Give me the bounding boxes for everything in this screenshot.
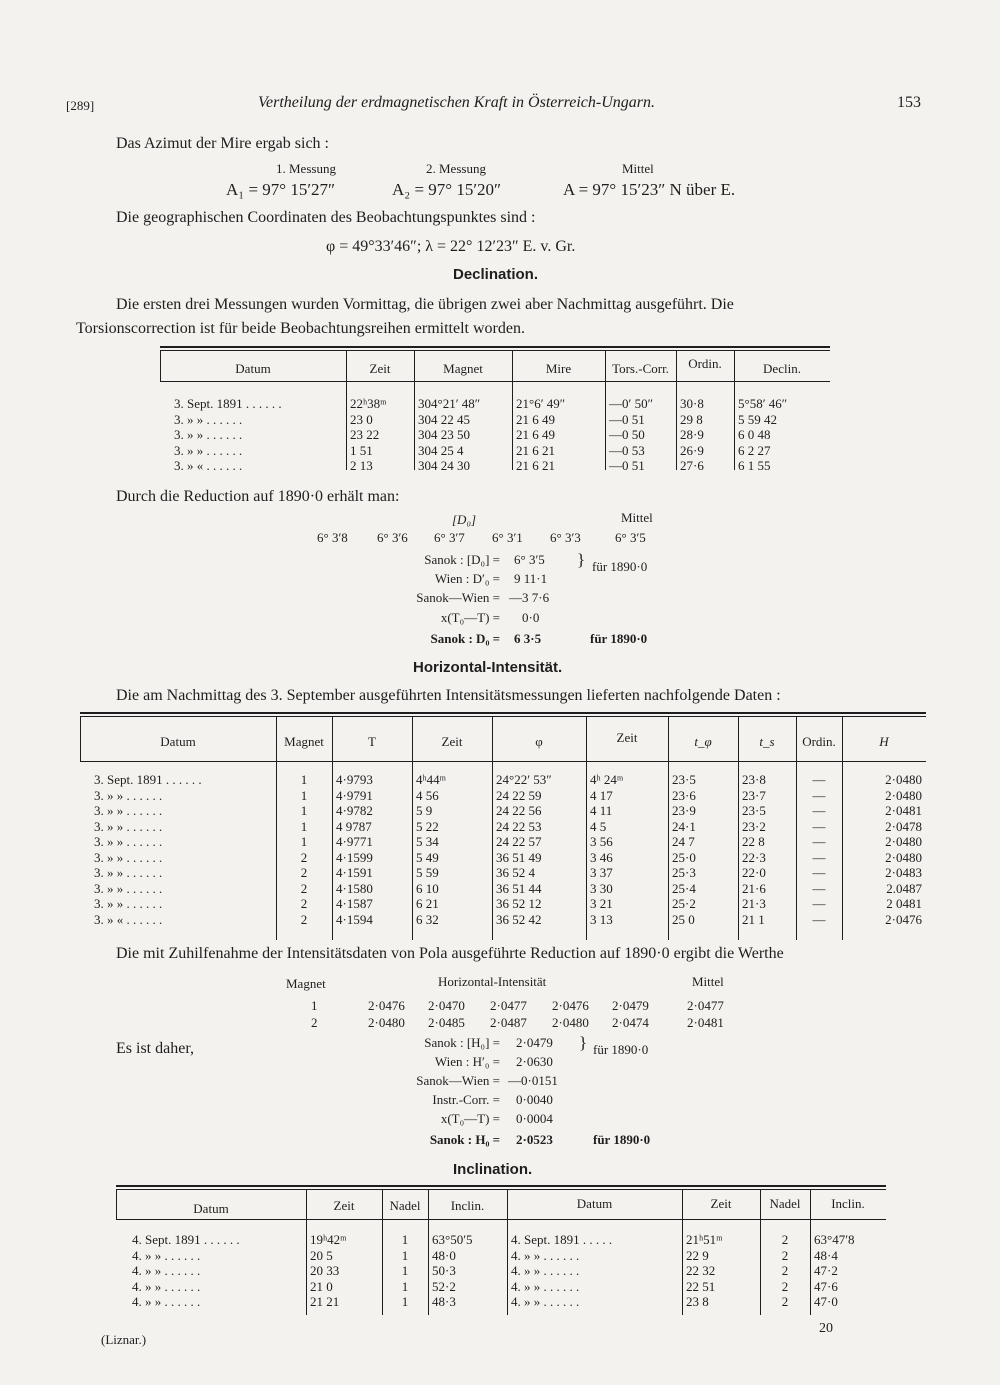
horizontal-row-cell: 4·1594: [336, 911, 373, 927]
declination-col-declin: Declin.: [763, 361, 801, 376]
calc-value: 2·0630: [516, 1054, 553, 1069]
horizontal-row-cell: 25·2: [672, 896, 696, 911]
horizontal-col-ordin: Ordin.: [802, 734, 836, 749]
declination-row-cell: 6 0 48: [738, 427, 771, 442]
horizontal-row-cell: 24 22 56: [496, 803, 542, 818]
declination-row-cell: 1 51: [350, 442, 373, 458]
epoch-note-result: für 1890·0: [593, 1132, 651, 1147]
inclination-row-cell: 2: [781, 1232, 789, 1247]
inclination-row: [128, 1279, 886, 1295]
calc-label: Instr.-Corr. =: [432, 1092, 500, 1107]
horizontal-row-cell: 3. Sept. 1891 . . . . . .: [94, 772, 202, 787]
horizontal-col-zeit: Zeit: [441, 734, 463, 749]
horizontal-row-cell: —: [812, 803, 826, 818]
declination-row-cell: 3. Sept. 1891 . . . . . .: [174, 396, 282, 411]
intensity-value: 2·0474: [612, 1015, 649, 1030]
declination-row-cell: 304 24 30: [418, 458, 470, 473]
inclination-row-cell: 21 0: [310, 1278, 333, 1294]
horizontal-row-cell: 3. » » . . . . . .: [94, 896, 163, 911]
horizontal-row: [90, 881, 926, 897]
horizontal-row-cell: 6 32: [416, 911, 439, 927]
declination-row-cell: 6 2 27: [738, 442, 771, 458]
d0-value-2: 6° 3′6: [377, 530, 408, 545]
inclination-row: [128, 1232, 886, 1248]
inclination-row-cell: 1: [401, 1247, 409, 1263]
declination-row-cell: 28·9: [680, 427, 704, 442]
inclination-row-cell: 4. » » . . . . . .: [511, 1247, 580, 1263]
horizontal-row-cell: 3. » » . . . . . .: [94, 849, 163, 865]
brace: }: [577, 550, 586, 569]
horizontal-col-t-s: t_s: [759, 734, 775, 749]
inclination-row-cell: 2: [781, 1263, 789, 1278]
horizontal-row: [90, 803, 926, 819]
inclination-row-cell: 4. Sept. 1891 . . . . .: [511, 1232, 613, 1247]
calc-label: Wien : D′₀ =: [434, 571, 500, 586]
horizontal-row-cell: 22·3: [742, 849, 766, 865]
inclination-col-datum: Datum: [193, 1201, 229, 1216]
horizontal-row-cell: 4·9782: [336, 803, 373, 818]
inclination-row-cell: 1: [401, 1278, 409, 1294]
horizontal-row-cell: 2·0481: [885, 803, 922, 818]
intensity-mittel: 2·0481: [687, 1015, 724, 1030]
horizontal-row-cell: 1: [300, 803, 308, 818]
declination-row-cell: —0 50: [609, 427, 645, 442]
calc-label: x(T₀—T) =: [440, 1111, 500, 1126]
declination-row-cell: 304 23 50: [418, 427, 470, 442]
inclination-row-cell: 20 33: [310, 1263, 340, 1278]
declination-row-cell: 5 59 42: [738, 411, 777, 427]
intensity-value: 2·0470: [428, 998, 465, 1013]
declination-reduction-intro: Durch die Reduction auf 1890·0 erhält man:: [116, 488, 400, 505]
inclination-col-inclin-2: Inclin.: [831, 1196, 865, 1211]
horizontal-row-cell: 1: [300, 772, 308, 787]
magnet-number: 2: [311, 1015, 318, 1030]
horizontal-row-cell: —: [812, 787, 826, 803]
horizontal-row-cell: 4 17: [590, 787, 613, 803]
horizontal-row-cell: 23·6: [672, 787, 696, 803]
inclination-row-cell: 22 32: [686, 1263, 716, 1278]
declination-row-cell: 6 1 55: [738, 458, 771, 473]
declination-row: [170, 427, 830, 443]
d0-mittel-value: 6° 3′5: [615, 530, 646, 545]
horizontal-row-cell: 4·1580: [336, 880, 373, 896]
inclination-row-cell: 22 9: [686, 1247, 709, 1263]
sub-label-magnet: Magnet: [286, 976, 326, 991]
horizontal-row-cell: 23·8: [742, 772, 766, 787]
inclination-row-cell: 47·6: [814, 1278, 838, 1294]
calc-value: 0·0040: [516, 1092, 553, 1107]
declination-row-cell: 30·8: [680, 396, 704, 411]
declination-row-cell: 29 8: [680, 411, 703, 427]
calc-value: 2·0479: [516, 1035, 553, 1050]
declination-row-cell: 22ʰ38ᵐ: [350, 396, 387, 411]
horizontal-row-cell: 36 51 49: [496, 849, 542, 865]
horizontal-row-cell: 23·7: [742, 787, 766, 803]
horizontal-row-cell: 25·0: [672, 849, 696, 865]
horizontal-row-cell: 1: [300, 818, 308, 834]
horizontal-row-cell: 1: [300, 787, 308, 803]
declination-row-cell: 304 22 45: [418, 411, 470, 427]
inclination-row-cell: 21 21: [310, 1294, 340, 1309]
horizontal-row-cell: 4·9771: [336, 834, 373, 849]
declination-row-cell: 21 6 21: [516, 442, 555, 458]
inclination-col-nadel: Nadel: [389, 1198, 421, 1213]
declination-row: [170, 412, 830, 428]
horizontal-col-zeit-2: Zeit: [616, 730, 638, 745]
d0-label: [D₀]: [452, 512, 477, 527]
intensity-value: 2·0480: [368, 1015, 405, 1030]
calc-value: 6° 3′5: [514, 552, 545, 567]
calc-value: 0·0: [522, 610, 540, 625]
horizontal-row-cell: 6 10: [416, 880, 439, 896]
inclination-row-cell: 48·3: [432, 1294, 456, 1309]
calc-label: Sanok : [D₀] =: [424, 552, 500, 567]
horizontal-row-cell: 24 22 53: [496, 818, 542, 834]
horizontal-row-cell: 23·5: [672, 772, 696, 787]
declination-heading: Declination.: [453, 266, 539, 283]
horizontal-row-cell: —: [812, 865, 826, 880]
intensity-value: 2·0485: [428, 1015, 465, 1030]
declination-row-cell: 21 6 21: [516, 458, 555, 473]
horizontal-row-cell: 24·1: [672, 818, 696, 834]
declination-row: [170, 458, 830, 474]
horizontal-heading: Horizontal-Intensität.: [413, 659, 563, 676]
inclination-row-cell: 4. » » . . . . . .: [132, 1247, 201, 1263]
azimut-value-mittel: A = 97° 15′23″ N über E.: [563, 180, 736, 199]
calc-value-result: 6 3·5: [514, 631, 542, 646]
horizontal-row-cell: 24°22′ 53″: [496, 772, 552, 787]
horizontal-row-cell: 3. » » . . . . . .: [94, 865, 163, 880]
declination-col-mire: Mire: [545, 361, 572, 376]
horizontal-row: [90, 819, 926, 835]
declination-row-cell: —0′ 50″: [609, 396, 654, 411]
inclination-row-cell: 2: [781, 1294, 789, 1309]
horizontal-col-datum: Datum: [160, 734, 196, 749]
inclination-col-inclin: Inclin.: [450, 1198, 485, 1213]
page-reference: [289]: [66, 98, 95, 113]
horizontal-row-cell: 4 11: [590, 803, 613, 818]
inclination-col-nadel-2: Nadel: [769, 1196, 801, 1211]
horizontal-row: [90, 865, 926, 881]
horizontal-row-cell: 2·0483: [885, 865, 922, 880]
declination-row-cell: —0 53: [609, 442, 645, 458]
horizontal-row-cell: 4 5: [590, 818, 607, 834]
horizontal-row-cell: —: [812, 849, 826, 865]
horizontal-row-cell: 2·0480: [885, 787, 922, 803]
epoch-note: für 1890·0: [592, 559, 648, 574]
page-number: 153: [897, 94, 921, 111]
brace: }: [579, 1033, 588, 1052]
inclination-row-cell: 48·4: [814, 1247, 838, 1263]
horizontal-row-cell: —: [812, 818, 826, 834]
horizontal-row-cell: 3. » » . . . . . .: [94, 803, 163, 818]
inclination-row-cell: 4. » » . . . . . .: [132, 1294, 201, 1309]
intensity-value: 2·0487: [490, 1015, 527, 1030]
inclination-row-cell: 50·3: [432, 1263, 456, 1278]
horizontal-row-cell: 5 34: [416, 834, 439, 849]
calc-value: 0·0004: [516, 1111, 553, 1126]
horizontal-row-cell: 2.0487: [886, 880, 922, 896]
inclination-row: [128, 1294, 886, 1310]
declination-row-cell: 23 22: [350, 427, 380, 442]
declination-row-cell: 3. » » . . . . . .: [174, 411, 243, 427]
horizontal-row-cell: 36 52 4: [496, 865, 535, 880]
declination-row-cell: 3. » » . . . . . .: [174, 442, 243, 458]
declination-row-cell: 3. » « . . . . . .: [174, 458, 243, 473]
running-title: Vertheilung der erdmagnetischen Kraft in Österreich-Ungarn.: [258, 94, 655, 111]
horizontal-row-cell: 5 49: [416, 849, 439, 865]
horizontal-col-magnet: Magnet: [284, 734, 324, 749]
sub-label-intensity: Horizontal-Intensität: [438, 974, 547, 989]
horizontal-row-cell: 3. » » . . . . . .: [94, 787, 163, 803]
inclination-row-cell: 20 5: [310, 1247, 333, 1263]
horizontal-row-cell: 23·5: [742, 803, 766, 818]
calc-label: Sanok—Wien =: [416, 590, 500, 605]
horizontal-row-cell: 22·0: [742, 865, 766, 880]
horizontal-row-cell: 22 8: [742, 834, 765, 849]
declination-row-cell: 23 0: [350, 411, 373, 427]
inclination-row-cell: 2: [781, 1278, 789, 1294]
horizontal-row-cell: —: [812, 880, 826, 896]
declination-row-cell: 3. » » . . . . . .: [174, 427, 243, 442]
horizontal-row-cell: 4·1591: [336, 865, 373, 880]
calc-label: Wien : H′₀ =: [434, 1054, 500, 1069]
horizontal-row: [90, 896, 926, 912]
declination-row-cell: 21 6 49: [516, 411, 555, 427]
calc-label-result: Sanok : H₀ =: [429, 1132, 500, 1147]
declination-row-cell: —0 51: [609, 458, 645, 473]
horizontal-row-cell: 36 51 44: [496, 880, 542, 896]
declination-row-cell: 26·9: [680, 442, 704, 458]
declination-row-cell: 5°58′ 46″: [738, 396, 788, 411]
horizontal-row-cell: 2·0480: [885, 834, 922, 849]
horizontal-row-cell: 24 22 57: [496, 834, 542, 849]
declination-row-cell: 2 13: [350, 458, 373, 473]
horizontal-row-cell: 36 52 12: [496, 896, 542, 911]
horizontal-row-cell: 2: [300, 896, 308, 911]
horizontal-row-cell: 24 22 59: [496, 787, 542, 803]
horizontal-row-cell: 23·2: [742, 818, 766, 834]
inclination-col-datum-2: Datum: [576, 1196, 613, 1211]
horizontal-row-cell: 3 21: [590, 896, 613, 911]
sheet-number: 20: [819, 1321, 833, 1336]
horizontal-row-cell: 4 56: [416, 787, 439, 803]
intensity-value: 2·0480: [552, 1015, 589, 1030]
horizontal-row-cell: 36 52 42: [496, 911, 542, 927]
declination-col-tors-corr: Tors.-Corr.: [612, 361, 669, 376]
declination-col-magnet: Magnet: [443, 361, 483, 376]
d0-value-1: 6° 3′8: [317, 530, 348, 545]
intensity-value: 2·0477: [490, 998, 527, 1013]
declination-row-cell: 27·6: [680, 458, 704, 473]
horizontal-row-cell: 2: [300, 880, 308, 896]
horizontal-row-cell: 3 30: [590, 880, 613, 896]
inclination-row-cell: 63°47′8: [814, 1232, 855, 1247]
es-ist-daher: Es ist daher,: [116, 1040, 195, 1057]
d0-value-5: 6° 3′3: [550, 530, 581, 545]
inclination-row-cell: 4. » » . . . . . .: [132, 1263, 201, 1278]
d0-value-3: 6° 3′7: [434, 530, 465, 545]
horizontal-row-cell: 4 9787: [336, 818, 372, 834]
horizontal-row-cell: 25·4: [672, 880, 696, 896]
inclination-heading: Inclination.: [453, 1161, 533, 1178]
inclination-row-cell: 19ʰ42ᵐ: [310, 1232, 347, 1247]
horizontal-col-h: H: [879, 734, 889, 749]
coordinates-line: φ = 49°33′46″; λ = 22° 12′23″ E. v. Gr.: [326, 238, 576, 255]
horizontal-row-cell: 21·3: [742, 896, 766, 911]
horizontal-row: [90, 834, 926, 850]
declination-row-cell: 21 6 49: [516, 427, 555, 442]
horizontal-row-cell: 24 7: [672, 834, 695, 849]
horizontal-row-cell: 23·9: [672, 803, 696, 818]
horizontal-col-t-phi: t_φ: [694, 734, 712, 749]
inclination-row-cell: 21ʰ51ᵐ: [686, 1232, 723, 1247]
horizontal-row-cell: 25·3: [672, 865, 696, 880]
horizontal-row-cell: 5 9: [416, 803, 433, 818]
inclination-row-cell: 22 51: [686, 1278, 716, 1294]
horizontal-row-cell: 25 0: [672, 911, 695, 927]
epoch-note-result: für 1890·0: [590, 631, 648, 646]
calc-value-result: 2·0523: [516, 1132, 553, 1147]
horizontal-row-cell: 2: [300, 849, 308, 865]
horizontal-row-cell: 21 1: [742, 911, 765, 927]
inclination-row-cell: 1: [401, 1232, 409, 1247]
calc-label: Sanok—Wien =: [416, 1073, 500, 1088]
inclination-row-cell: 48·0: [432, 1247, 456, 1263]
calc-label: x(T₀—T) =: [440, 610, 500, 625]
calc-value: —3 7·6: [509, 590, 550, 605]
horizontal-row-cell: 4·1599: [336, 849, 373, 865]
inclination-row: [128, 1263, 886, 1279]
inclination-row-cell: 4. » » . . . . . .: [511, 1294, 580, 1309]
intensity-value: 2·0479: [612, 998, 649, 1013]
horizontal-row-cell: 3 37: [590, 865, 613, 880]
inclination-row-cell: 2: [781, 1247, 789, 1263]
azimut-intro: Das Azimut der Mire ergab sich :: [116, 135, 329, 152]
inclination-row-cell: 52·2: [432, 1278, 456, 1294]
intensity-mittel: 2·0477: [687, 998, 724, 1013]
horizontal-row-cell: 6 21: [416, 896, 439, 911]
declination-col-datum: Datum: [235, 361, 271, 376]
horizontal-paragraph: Die am Nachmittag des 3. September ausgeführten Intensitätsmessungen lieferten nachfolgende Daten :: [116, 687, 781, 704]
azimut-value-1: A₁ = 97° 15′27″: [226, 180, 336, 199]
horizontal-row-cell: 2·0480: [885, 772, 922, 787]
declination-row-cell: 304 25 4: [418, 442, 464, 458]
inclination-row: [128, 1248, 886, 1264]
horizontal-row-cell: 2 0481: [886, 896, 922, 911]
calc-value: 9 11·1: [514, 571, 548, 586]
horizontal-row-cell: 21·6: [742, 880, 766, 896]
inclination-row-cell: 4. » » . . . . . .: [511, 1278, 580, 1294]
horizontal-row-cell: 4ʰ 24ᵐ: [590, 772, 624, 787]
calc-label-result: Sanok : D₀ =: [430, 631, 500, 646]
intensity-value: 2·0476: [368, 998, 405, 1013]
calc-value: —0·0151: [508, 1073, 558, 1088]
sub-label-mittel: Mittel: [692, 974, 724, 989]
declination-row-cell: —0 51: [609, 411, 645, 427]
horizontal-row-cell: 3 13: [590, 911, 613, 927]
declination-paragraph-line-2: Torsionscorrection ist für beide Beobachtungsreihen ermittelt worden.: [76, 320, 525, 337]
azimut-label-mittel: Mittel: [622, 161, 654, 176]
horizontal-row-cell: 5 59: [416, 865, 439, 880]
horizontal-row-cell: —: [812, 834, 826, 849]
horizontal-row-cell: 4·1587: [336, 896, 373, 911]
horizontal-row-cell: —: [812, 772, 826, 787]
horizontal-row-cell: 2·0480: [885, 849, 922, 865]
inclination-row-cell: 1: [401, 1294, 409, 1309]
epoch-note: für 1890·0: [593, 1042, 649, 1057]
d0-mittel-label: Mittel: [621, 510, 653, 525]
inclination-row-cell: 4. » » . . . . . .: [511, 1263, 580, 1278]
horizontal-row-cell: 4·9791: [336, 787, 373, 803]
declination-row-cell: 21°6′ 49″: [516, 396, 566, 411]
horizontal-row: [90, 912, 926, 928]
azimut-label-2: 2. Messung: [426, 161, 486, 176]
horizontal-col-phi: φ: [535, 734, 543, 749]
horizontal-row-cell: 2: [300, 911, 308, 927]
calc-label: Sanok : [H₀] =: [424, 1035, 500, 1050]
horizontal-row-cell: 4·9793: [336, 772, 373, 787]
author-note: (Liznar.): [101, 1332, 147, 1347]
horizontal-row: [90, 772, 926, 788]
horizontal-row-cell: 1: [300, 834, 308, 849]
inclination-col-zeit-2: Zeit: [710, 1196, 732, 1211]
horizontal-row-cell: 2·0476: [885, 911, 922, 927]
inclination-row-cell: 47·0: [814, 1294, 838, 1309]
horizontal-col-t: T: [368, 734, 376, 749]
declination-row: [170, 396, 830, 412]
horizontal-row: [90, 788, 926, 804]
horizontal-row-cell: 2·0478: [885, 818, 922, 834]
horizontal-row: [90, 850, 926, 866]
horizontal-row-cell: —: [812, 896, 826, 911]
azimut-label-1: 1. Messung: [276, 161, 336, 176]
inclination-row-cell: 47·2: [814, 1263, 838, 1278]
coordinates-intro: Die geographischen Coordinaten des Beobachtungspunktes sind :: [116, 209, 536, 226]
inclination-col-zeit: Zeit: [333, 1198, 355, 1213]
inclination-row-cell: 23 8: [686, 1294, 709, 1309]
horizontal-row-cell: 3. » » . . . . . .: [94, 834, 163, 849]
azimut-value-2: A₂ = 97° 15′20″: [392, 180, 502, 199]
inclination-row-cell: 4. Sept. 1891 . . . . . .: [132, 1232, 240, 1247]
inclination-row-cell: 4. » » . . . . . .: [132, 1278, 201, 1294]
horizontal-reduction-intro: Die mit Zuhilfenahme der Intensitätsdaten von Pola ausgeführte Reduction auf 1890·0 ergibt die Werthe: [116, 945, 784, 962]
horizontal-row-cell: 3 56: [590, 834, 613, 849]
horizontal-row-cell: —: [812, 911, 826, 927]
inclination-row-cell: 63°50′5: [432, 1232, 473, 1247]
horizontal-row-cell: 5 22: [416, 818, 439, 834]
declination-col-zeit: Zeit: [369, 361, 391, 376]
declination-row-cell: 304°21′ 48″: [418, 396, 481, 411]
intensity-value: 2·0476: [552, 998, 589, 1013]
horizontal-row-cell: 2: [300, 865, 308, 880]
declination-row: [170, 443, 830, 459]
inclination-row-cell: 1: [401, 1263, 409, 1278]
horizontal-row-cell: 3. » » . . . . . .: [94, 880, 163, 896]
horizontal-row-cell: 3 46: [590, 849, 613, 865]
horizontal-row-cell: 3. » » . . . . . .: [94, 818, 163, 834]
declination-col-ordin: Ordin.: [688, 356, 722, 371]
magnet-number: 1: [311, 998, 318, 1013]
horizontal-row-cell: 4ʰ44ᵐ: [416, 772, 447, 787]
horizontal-row-cell: 3. » « . . . . . .: [94, 911, 163, 927]
d0-value-4: 6° 3′1: [492, 530, 523, 545]
declination-paragraph-line-1: Die ersten drei Messungen wurden Vormittag, die übrigen zwei aber Nachmittag ausgeführt. Die: [116, 296, 734, 313]
